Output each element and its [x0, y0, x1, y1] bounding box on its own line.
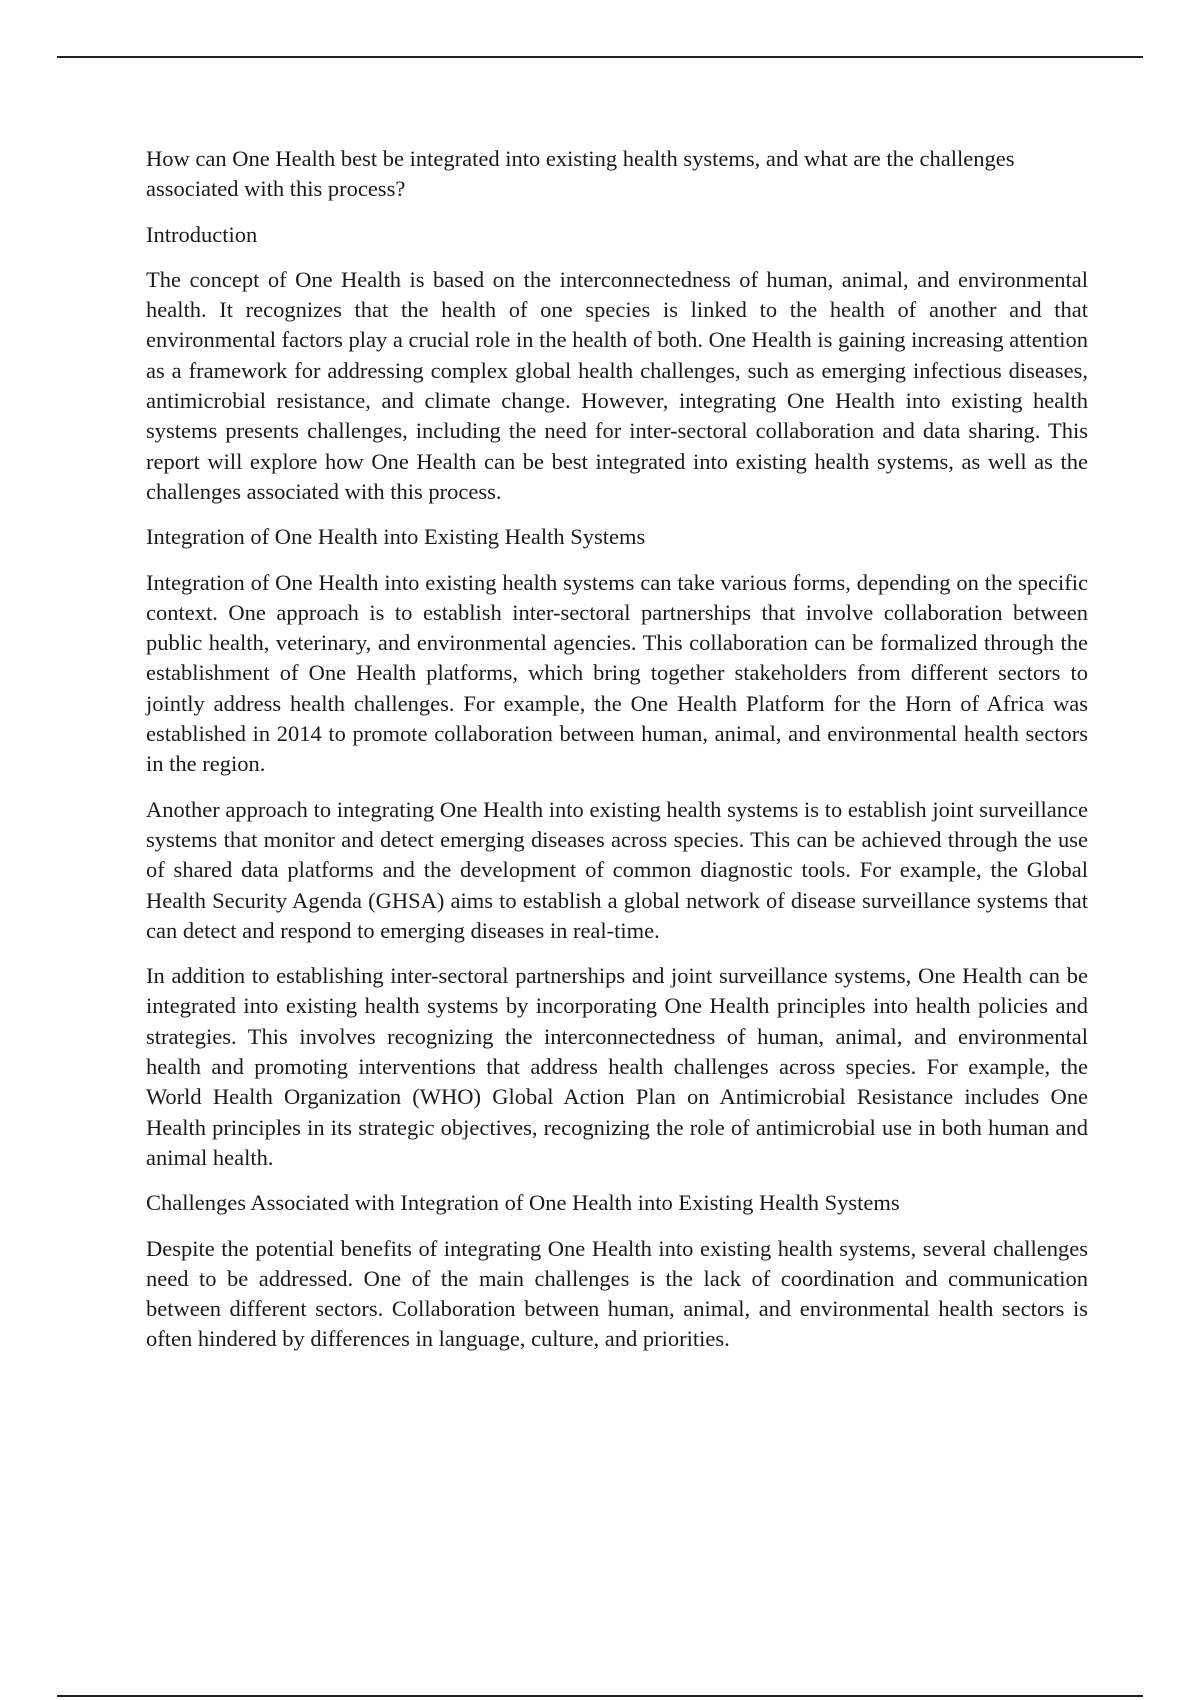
research-question: How can One Health best be integrated into existing health systems, and what are the challenges associated with this process?	[146, 146, 1015, 202]
section-heading-introduction: Introduction	[146, 221, 258, 247]
challenges-paragraph-1: Despite the potential benefits of integrating One Health into existing health systems, several challenges need to be addressed. One of the main challenges is the lack of coordination and communication between different sectors. Collaboration between human, animal, and environmental health sectors is often hindered by differences in language, culture, and priorities.	[146, 1235, 1088, 1352]
section-heading-integration: Integration of One Health into Existing Health Systems	[146, 524, 646, 550]
integration-paragraph-3: In addition to establishing inter-sectoral partnerships and joint surveillance systems, One Health can be integrated into existing health systems by incorporating One Health principles into health policies and strategies. This involves recognizing the interconnectedness of human, animal, and environmental health and promoting interventions that address health challenges across species. For example, the World Health Organization (WHO) Global Action Plan on Antimicrobial Resistance includes One Health principles in its strategic objectives, recognizing the role of antimicrobial use in both human and animal health.	[146, 963, 1088, 1170]
integration-paragraph-1: Integration of One Health into existing health systems can take various forms, depending on the specific context. One approach is to establish inter-sectoral partnerships that involve collaboration between public health, veterinary, and environmental agencies. This collaboration can be formalized through the establishment of One Health platforms, which bring together stakeholders from different sectors to jointly address health challenges. For example, the One Health Platform for the Horn of Africa was established in 2014 to promote collaboration between human, animal, and environmental health sectors in the region.	[146, 569, 1088, 777]
header-rule	[57, 56, 1143, 58]
introduction-paragraph: The concept of One Health is based on the interconnectedness of human, animal, and environmental health. It recognizes that the health of one species is linked to the health of another and that environmental factors play a crucial role in the health of both. One Health is gaining increasing attention as a framework for addressing complex global health challenges, such as emerging infectious diseases, antimicrobial resistance, and climate change. However, integrating One Health into existing health systems presents challenges, including the need for inter-sectoral collaboration and data sharing. This report will explore how One Health can be best integrated into existing health systems, as well as the challenges associated with this process.	[146, 266, 1088, 504]
section-heading-challenges: Challenges Associated with Integration of One Health into Existing Health Systems	[146, 1190, 900, 1216]
footer-rule	[57, 1695, 1143, 1697]
integration-paragraph-2: Another approach to integrating One Health into existing health systems is to establish joint surveillance systems that monitor and detect emerging diseases across species. This can be achieved through the use of shared data platforms and the development of common diagnostic tools. For example, the Global Health Security Agenda (GHSA) aims to establish a global network of disease surveillance systems that can detect and respond to emerging diseases in real-time.	[146, 796, 1088, 943]
document-body	[146, 144, 1088, 1370]
